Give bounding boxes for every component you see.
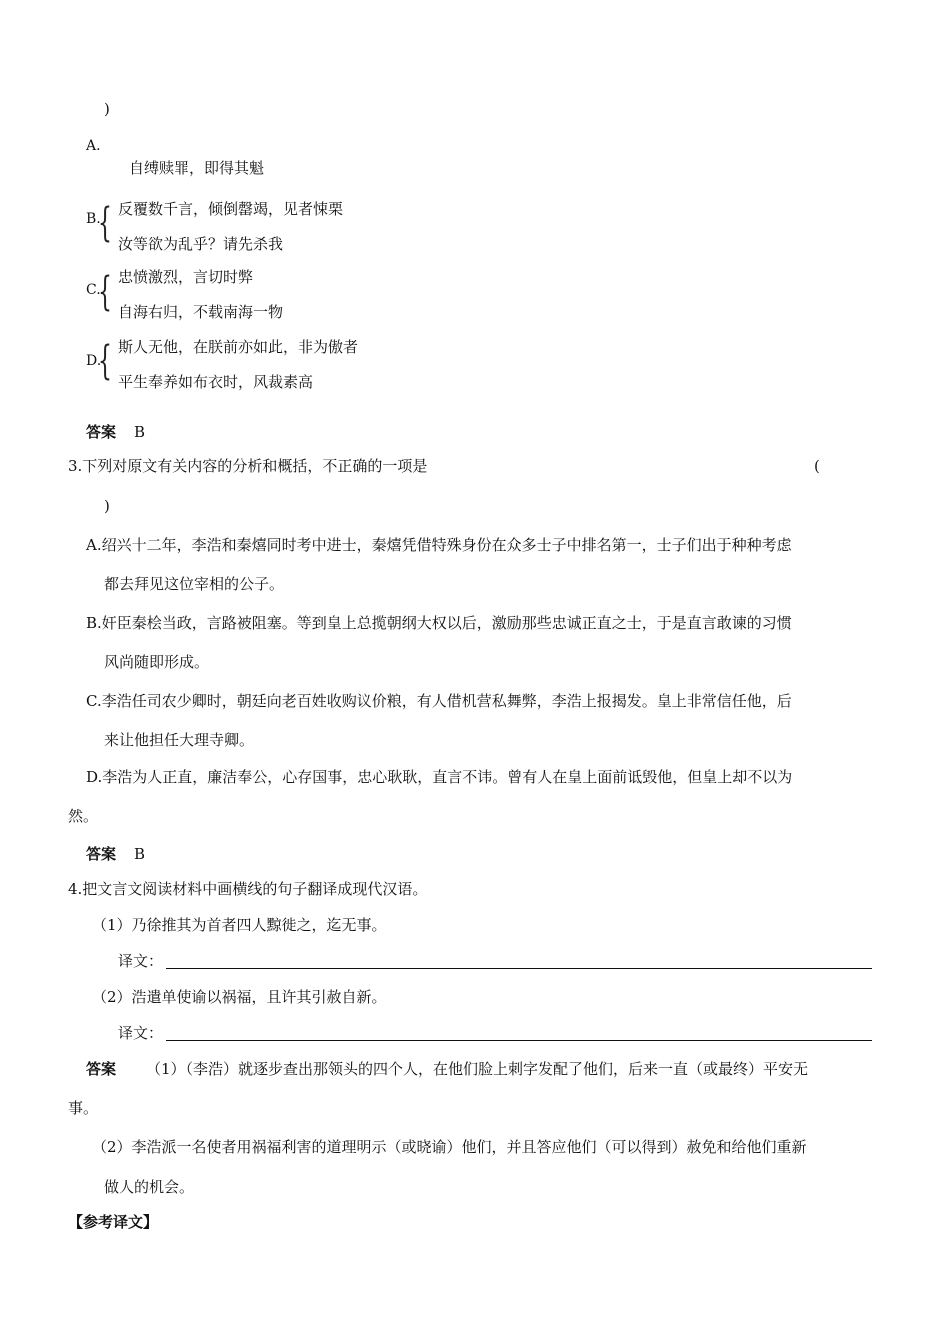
q3-option-a-line2: 都去拜见这位宰相的公子。	[104, 575, 285, 593]
q3-option-d-line2: 然。	[68, 807, 99, 825]
q4-translation-label-2: 译文：	[118, 1024, 164, 1042]
q2-option-c-line2: 自海右归，不载南海一物	[118, 303, 284, 321]
q3-answer: B	[134, 845, 146, 863]
q2-option-a-label: A.	[86, 138, 101, 154]
q4-stem: 4.把文言文阅读材料中画横线的句子翻译成现代汉语。	[68, 880, 428, 898]
q2-option-d-line1: 斯人无他，在朕前亦如此，非为傲者	[118, 338, 359, 356]
q2-option-b-label: B.	[86, 211, 101, 227]
q2-option-a-line1: 自缚赎罪，即得其魁	[129, 159, 265, 177]
q4-translation-blank-1[interactable]	[166, 968, 872, 969]
q4-sentence-1: （1）乃徐推其为首者四人黥徙之，迄无事。	[92, 916, 387, 934]
q2-option-d-label: D.	[86, 353, 102, 369]
q2-option-b-line1: 反覆数千言，倾倒罄竭，见者悚栗	[118, 200, 344, 218]
q3-option-c-line2: 来让他担任大理寺卿。	[104, 731, 255, 749]
q3-option-b-line1: B.奸臣秦桧当政，言路被阻塞。等到皇上总揽朝纲大权以后，激励那些忠诚正直之士，于是直言敢谏的习惯	[86, 614, 792, 632]
q4-answer-label: 答案	[86, 1060, 117, 1078]
q2-paren-close: )	[104, 100, 110, 118]
q4-translation-blank-2[interactable]	[166, 1040, 872, 1041]
q2-answer-label: 答案	[86, 423, 117, 441]
q2-option-b-line2: 汝等欲为乱乎？请先杀我	[118, 235, 284, 253]
q2-option-c-label: C.	[86, 282, 101, 298]
reference-translation-title: 【参考译文】	[68, 1213, 159, 1231]
brace-icon: {	[98, 338, 112, 384]
q2-answer: B	[134, 423, 146, 441]
q4-sentence-2: （2）浩遣单使谕以祸福，且许其引赦自新。	[92, 988, 387, 1006]
q3-option-c-line1: C.李浩任司农少卿时，朝廷向老百姓收购议价粮，有人借机营私舞弊，李浩上报揭发。皇上非常信任他，后	[86, 692, 792, 710]
q3-option-d-line1: D.李浩为人正直，廉洁奉公，心存国事，忠心耿耿，直言不讳。曾有人在皇上面前诋毁他，但皇上却不以为	[86, 768, 793, 786]
q2-option-d-line2: 平生奉养如布衣时，风裁素高	[118, 373, 314, 391]
q3-paren-close: )	[104, 497, 110, 515]
q4-answer-2a: （2）李浩派一名使者用祸福利害的道理明示（或晓谕）他们，并且答应他们（可以得到）赦免和给他们重新	[92, 1138, 807, 1156]
q2-option-c-line1: 忠愤激烈，言切时弊	[118, 268, 254, 286]
q3-answer-label: 答案	[86, 845, 117, 863]
q4-answer-2b: 做人的机会。	[104, 1178, 195, 1196]
q3-option-a-line1: A.绍兴十二年，李浩和秦熺同时考中进士，秦熺凭借特殊身份在众多士子中排名第一，士子们出于种种考虑	[86, 536, 792, 554]
brace-icon: {	[98, 200, 112, 246]
q3-option-b-line2: 风尚随即形成。	[104, 653, 210, 671]
q4-answer-1a: （1）（李浩）就逐步查出那领头的四个人，在他们脸上刺字发配了他们，后来一直（或最终）平安无	[146, 1060, 809, 1078]
q4-answer-1b: 事。	[68, 1099, 99, 1117]
q4-translation-label-1: 译文：	[118, 952, 164, 970]
brace-icon: {	[98, 269, 112, 315]
q3-stem: 3.下列对原文有关内容的分析和概括，不正确的一项是	[68, 457, 428, 475]
q3-paren-open: (	[814, 457, 820, 475]
